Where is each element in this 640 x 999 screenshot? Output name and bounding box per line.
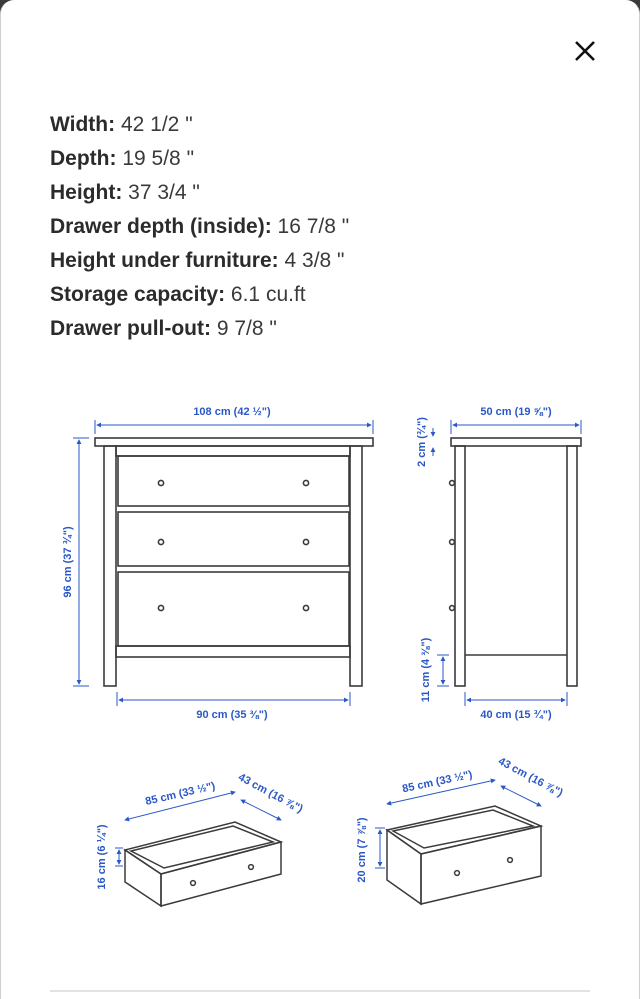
side-view-dresser [450, 438, 581, 686]
spec-label: Height: [50, 181, 123, 204]
inner-width-label: 90 cm (35 ⅜") [196, 709, 268, 721]
side-inner-depth-dimension [465, 692, 567, 721]
side-depth-dimension [451, 406, 581, 434]
leg-height-dimension [420, 637, 449, 702]
spec-value: 19 5/8 " [122, 147, 195, 170]
spec-label: Width: [50, 113, 116, 136]
side-depth-label: 50 cm (19 ⅝") [480, 406, 552, 418]
small-drawer-depth-dimension [236, 771, 305, 820]
front-width-label: 108 cm (42 ½") [193, 406, 271, 418]
small-drawer-width-label: 85 cm (33 ½") [144, 780, 217, 808]
large-drawer-depth-label: 43 cm (16 ⅞") [496, 755, 565, 800]
large-drawer-depth-dimension [496, 755, 565, 806]
small-drawer-illustration [125, 822, 281, 906]
spec-label: Height under furniture: [50, 249, 279, 272]
spec-label: Drawer pull-out: [50, 317, 211, 340]
spec-value: 9 7/8 " [216, 317, 277, 340]
top-thickness-dimension [416, 417, 433, 467]
spec-value: 37 3/4 " [128, 181, 200, 204]
spec-value: 42 1/2 " [120, 113, 193, 136]
small-drawer-height-dimension [96, 824, 123, 889]
spec-label: Drawer depth (inside): [50, 215, 272, 238]
large-drawer-height-label: 20 cm (7 ⅞") [356, 817, 368, 883]
large-drawer-illustration [387, 806, 541, 904]
large-drawer-width-label: 85 cm (33 ½") [401, 768, 474, 796]
front-width-dimension [95, 406, 373, 434]
spec-value: 16 7/8 " [277, 215, 350, 238]
front-view-dresser [95, 438, 373, 686]
front-height-label: 96 cm (37 ¾") [62, 526, 74, 598]
small-drawer-height-label: 16 cm (6 ¼") [96, 824, 108, 890]
large-drawer-width-dimension [387, 769, 495, 804]
top-thickness-label: 2 cm (¾") [416, 417, 428, 467]
spec-label: Depth: [50, 147, 117, 170]
spec-value: 4 3/8 " [284, 249, 345, 272]
front-height-dimension [62, 438, 89, 686]
large-drawer-height-dimension [356, 817, 385, 882]
leg-height-label: 11 cm (4 ⅜") [420, 637, 432, 703]
spec-value: 6.1 cu.ft [230, 283, 306, 306]
small-drawer-depth-label: 43 cm (16 ⅞") [236, 771, 305, 816]
sheet-divider [50, 990, 590, 992]
inner-width-dimension [117, 692, 350, 721]
side-inner-depth-label: 40 cm (15 ¾") [480, 709, 552, 721]
dimension-diagram [1, 0, 639, 999]
spec-label: Storage capacity: [50, 283, 226, 306]
small-drawer-width-dimension [125, 780, 235, 820]
